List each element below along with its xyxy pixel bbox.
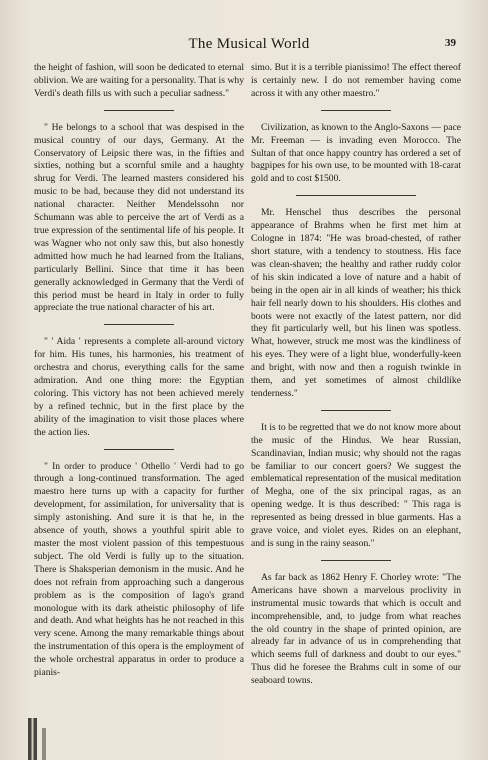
binding-edge-mark [28,718,40,760]
section-divider [296,195,416,196]
paragraph: Mr. Henschel thus describes the personal appearance of Brahms when he first met him at Cologne in 1874: "He was broad-chested, of rather short stature, with a tendency to stoutness. His face was clean-shaven; the healthy and rather ruddy color of his skin indicated a love of nature and a habit of being in the open air in all kinds of weather; his thick hair fell nearly down to his shoulders. His clothes and boots were not exactly of the latest pattern, nor did they fit particularly well, but his linen was spotless. What, however, struck me most was the kindliness of his eyes. They were of a light blue, wonderfully-keen and bright, with now and then a roguish twinkle in them, and yet sometimes of almost childlike tenderness." [251,207,461,399]
paragraph: simo. But it is a terrible pianissimo! The effect thereof is certainly new. I do not remember having come across it with any other maestro." [251,62,461,99]
section-divider [321,410,391,411]
running-title: The Musical World [188,36,310,52]
paragraph: " He belongs to a school that was despised in the musical country of our days, Germany. At the Conservatory of Leipsic there was, in the fifties and sixties, nothing but a scornful smile and a haughty shrug for Verdi. The learned masters considered his music to be bad, because they did not understand its national character. Neither Mendelssohn nor Schumann was able to perceive the art of Verdi as a true expression of the sentimental life of his people. It was Wagner who not only saw this, but also honestly admitted how much he had learned from the Italians, particularly Bellini. Since that time it has been generally acknowledged in Germany that the Verdi of this period must be heard in Italy in order to fully appreciate the true national character of his art. [34,121,244,314]
page-number: 39 [445,37,456,49]
paragraph: the height of fashion, will soon be dedicated to eternal oblivion. We are waiting for a personality. That is why Verdi's death fills us with such a peculiar sadness." [34,62,244,99]
section-divider [104,110,174,111]
paragraph: " ' Aida ' represents a complete all-around victory for him. His tunes, his harmonies, his treatment of orchestra and chorus, everything calls for the same admiration. And one thing more: the Egyptian coloring. This victory has not been achieved merely by a refined technic, but in the first place by the ability of the imagination to visit those places where the action lies. [34,336,244,438]
paragraph: As far back as 1862 Henry F. Chorley wrote: "The Americans have shown a marvelous proclivity in instrumental music towards that which is occult and incomprehensible, and, to judge from what reaches the old country in the shape of printed opinion, are already far in advance of us in comprehending that which seems full of darkness and doubt to our eyes." Thus did he foresee the Brahms cult in some of our seaboard towns. [251,571,461,687]
section-divider [321,110,391,111]
binding-edge-mark [42,728,46,760]
page-header [40,36,458,54]
paragraph: " In order to produce ' Othello ' Verdi had to go through a long-continued transformation. The aged maestro here turns up with a capacity for further development, for assimilation, for universality that is simply astonishing. And sure it is that he, in the absence of youth, shows a youthful spirit able to master the most violent passion of this tempestuous subject. The old Verdi is fully up to the situation. There is Shaksperian demonism in the music. And he does not refrain from approaching such a dangerous problem as is the composition of Iago's grand monologue with its dark atheistic philosophy of life and death. And what heights has he not reached in this very scene. Among the many remarkable things about the instrumentation of this opera is the employment of the whole orchestral apparatus in order to produce a pianis- [34,460,244,679]
right-column [251,62,461,688]
paragraph: It is to be regretted that we do not know more about the music of the Hindus. We hear Russian, Scandinavian, Indian music; why should not the ragas be familiar to our concert goers? We suggest the emblematical representation of the musical meditation of Megha, one of the six principal ragas, as an opening wedge. It is thus described: " This raga is represented as being dressed in blue garments. Has a grave voice, and violet eyes. Rides on an elephant, and is sung in the rainy season." [251,421,461,549]
paragraph: Civilization, as known to the Anglo-Saxons — pace Mr. Freeman — is invading even Morocco. The Sultan of that once happy country has ordered a set of bagpipes for his own use, to be mounted with 18-carat gold and to cost $1500. [251,121,461,185]
left-column [34,62,244,680]
section-divider [104,449,174,450]
section-divider [321,560,391,561]
section-divider [104,324,174,325]
